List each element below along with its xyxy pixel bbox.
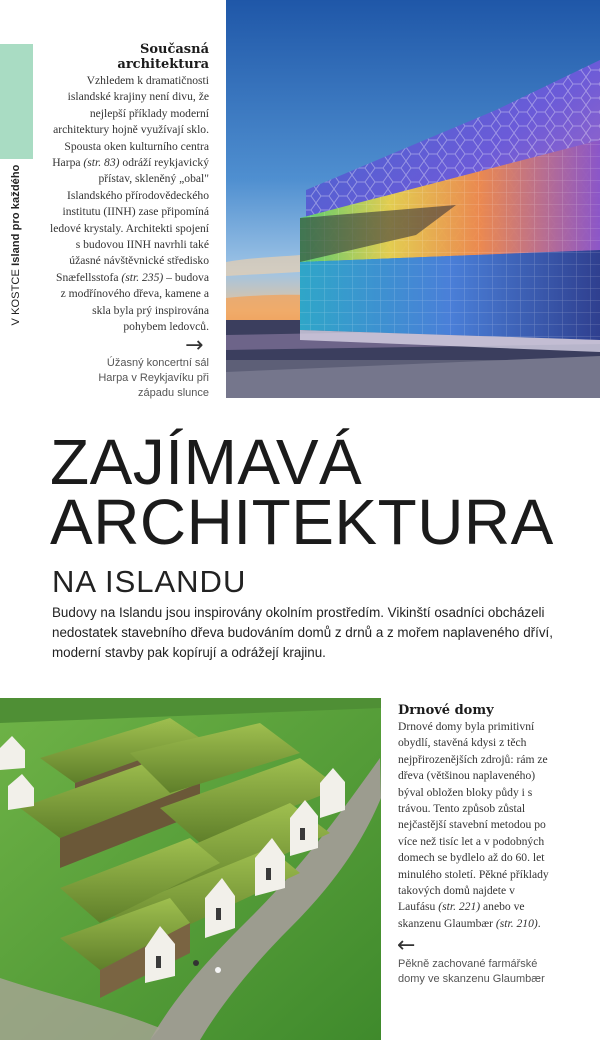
box-turf-houses-title: Drnové domy	[398, 703, 494, 718]
box-turf-houses	[398, 703, 553, 932]
arrow-left-icon: ←	[397, 933, 416, 958]
box-turf-houses-body: Drnové domy byla primitivní obydlí, stavěná kdysi z těch nejpřirozenějších zdrojů: rám ze dřeva (většinou naplaveného) býval obložen bloky půdy i s trávou. Tento způsob zůstal nejčastější stavební metodou po více než tisíc let a v podobných domech se bydlelo až do 60. let minulého století. Pěkné příklady takových domů najdete v Laufásu (str. 221) anebo ve skanzenu Glaumbær (str. 210).	[398, 720, 549, 930]
photo-harpa-concert-hall	[226, 0, 600, 398]
box-modern-architecture-body: Vzhledem k dramatičnosti islandské krajiny není divu, že nejlepší příklady moderní architektury hojně využívají sklo. Spousta oken kulturního centra Harpa (str. 83) odráží reykjavický přístav, skleněný „obal" Islandského přírodovědeckého institutu (IINH) zase připomíná ledové krystaly. Architekti spojení s budovou IINH navrhli také úžasné návštěvnické středisko Snæfellsstofa (str. 235) – budova z modřínového dřeva, kamene a skla byla prý inspirována pohybem ledovců.	[50, 74, 209, 334]
arrow-right-icon: →	[185, 333, 204, 358]
box-modern-architecture-title: Současná architektura	[117, 42, 209, 72]
photo-caption-turf-houses: Pěkně zachované farmářské domy ve skanzenu Glaumbær	[398, 958, 545, 985]
box-modern-architecture	[50, 42, 209, 336]
intro-paragraph: Budovy na Islandu jsou inspirovány okolním prostředím. Vikinští osadníci obcházeli nedostatek stavebního dřeva budováním domů z drnů a z mořem naplaveného dříví, moderní stavby pak kopírují a odrážejí krajinu.	[52, 605, 553, 660]
page-headline: ZAJÍMAVÁ ARCHITEKTURA	[50, 426, 554, 558]
photo-caption-harpa: Úžasný koncertní sál Harpa v Reykjavíku při západu slunce	[98, 357, 209, 399]
page-subheadline: NA ISLANDU	[52, 564, 247, 599]
photo-turf-houses	[0, 698, 381, 1040]
section-side-label: V KOSTCE Island pro každého	[10, 164, 22, 326]
